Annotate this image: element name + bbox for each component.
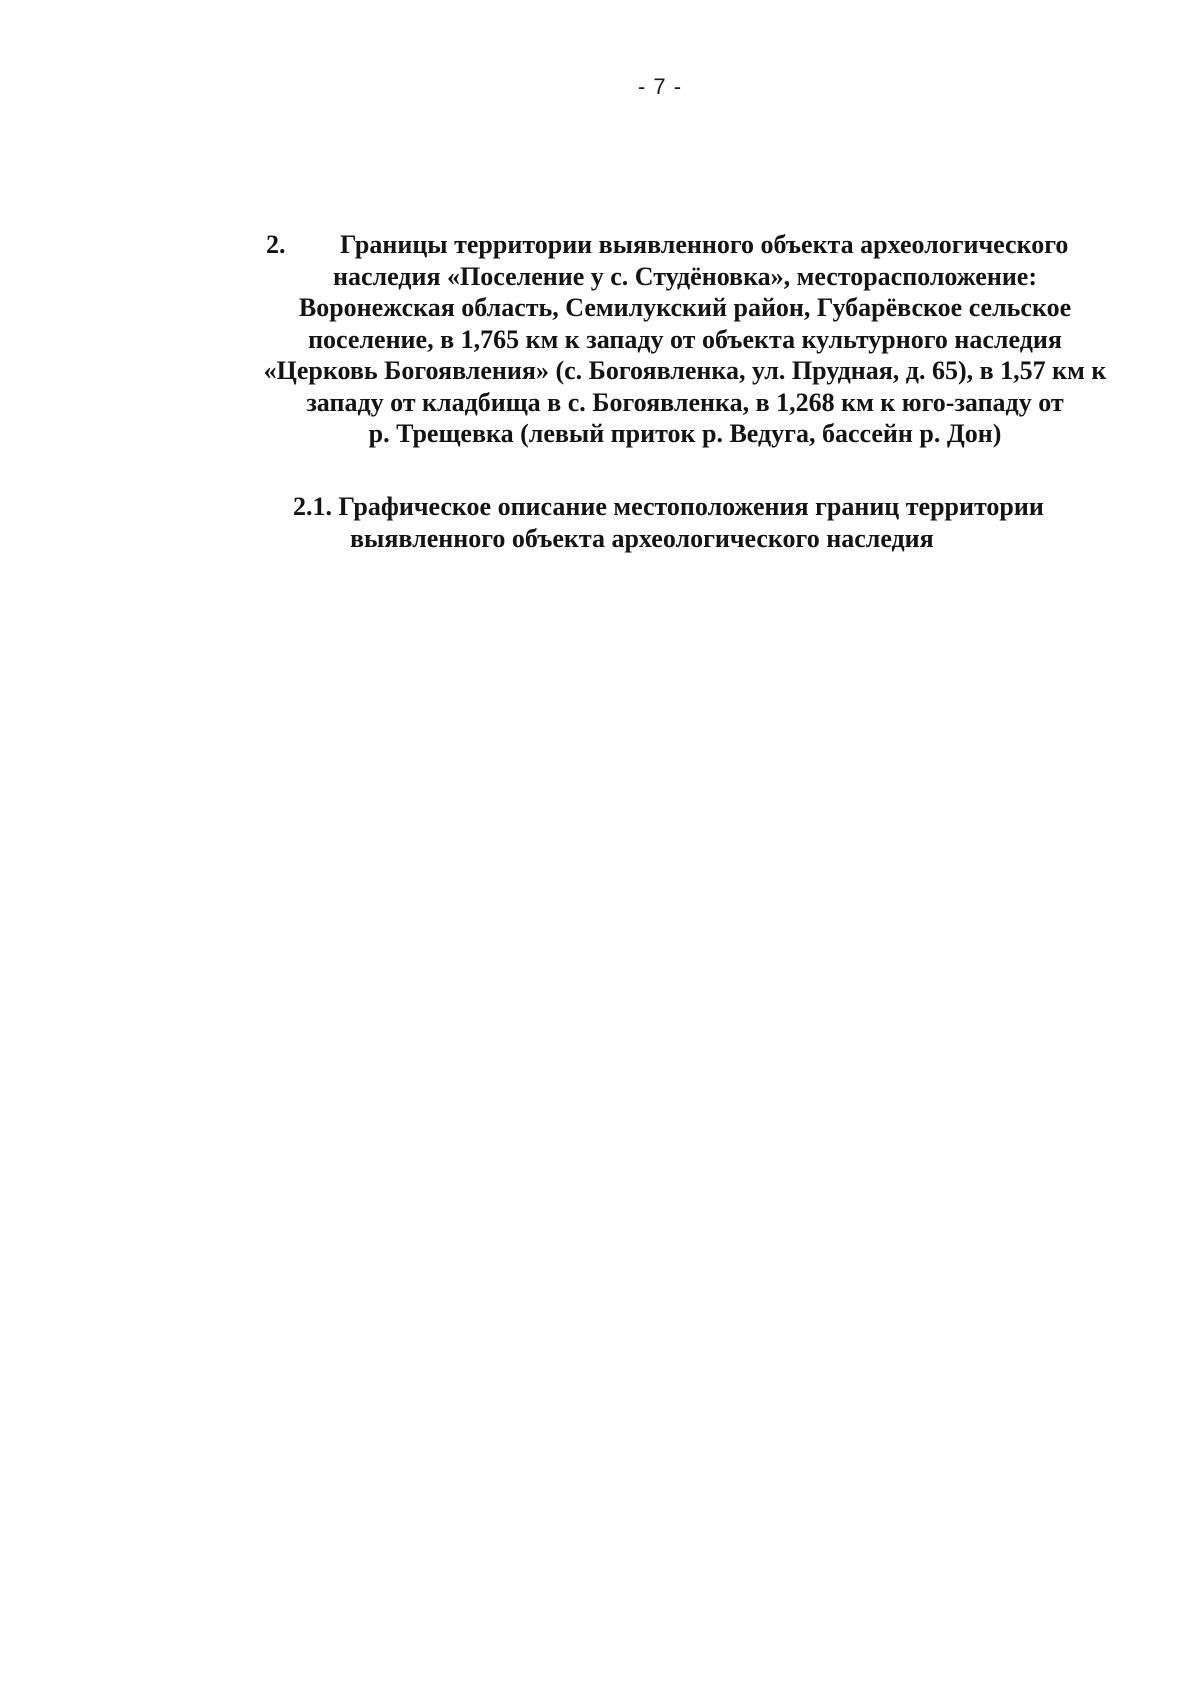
- subsection-heading: [293, 491, 1153, 554]
- section-number: 2.: [266, 230, 286, 259]
- section-title-line-4: поселение, в 1,765 км к западу от объекта культурного наследия: [308, 324, 1062, 354]
- section-heading: [195, 229, 1175, 450]
- section-heading-first-line: [195, 229, 1175, 261]
- subsection-title-line-1: 2.1. Графическое описание местоположения границ территории: [293, 492, 1044, 521]
- subsection-title-line-2: выявленного объекта археологического наследия: [350, 523, 934, 553]
- section-title-line-6: западу от кладбища в с. Богоявленка, в 1,268 км к юго-западу от: [306, 387, 1064, 417]
- section-title-line-1: Границы территории выявленного объекта археологического: [340, 230, 1069, 259]
- page-number: - 7 -: [637, 74, 683, 99]
- section-title-line-2: наследия «Поселение у с. Студёновка», месторасположение:: [333, 261, 1037, 291]
- section-title-line-7: р. Трещевка (левый приток р. Ведуга, бассейн р. Дон): [368, 419, 1002, 448]
- section-title-line-5: «Церковь Богоявления» (с. Богоявленка, ул. Прудная, д. 65), в 1,57 км к: [263, 356, 1107, 385]
- section-title-line-3: Воронежская область, Семилукский район, Губарёвское сельское: [298, 293, 1072, 322]
